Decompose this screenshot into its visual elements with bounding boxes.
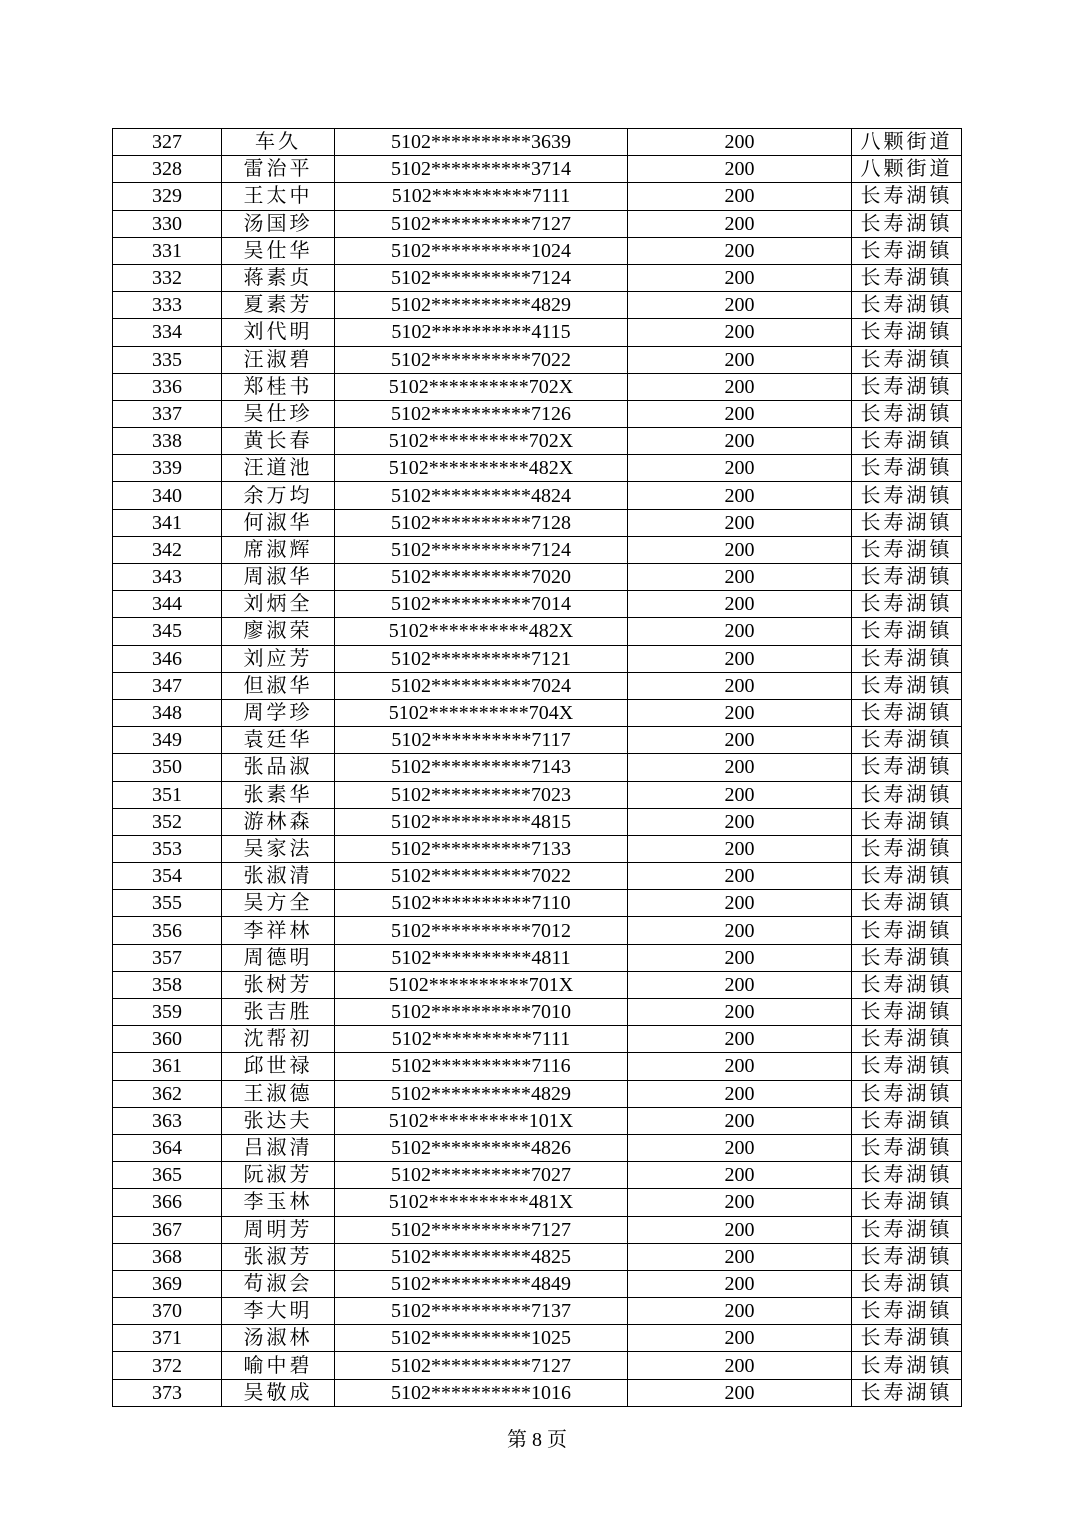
row-index-cell: 332: [113, 264, 222, 291]
row-index-cell: 366: [113, 1189, 222, 1216]
name-cell: 车久: [222, 129, 335, 156]
row-index-cell: 340: [113, 482, 222, 509]
area-cell: 长寿湖镇: [852, 455, 962, 482]
amount-cell: 200: [628, 890, 852, 917]
id-number-cell: 5102**********7111: [335, 183, 628, 210]
row-index-cell: 333: [113, 292, 222, 319]
row-index-cell: 362: [113, 1080, 222, 1107]
id-number-cell: 5102**********1016: [335, 1379, 628, 1406]
amount-cell: 200: [628, 319, 852, 346]
row-index-cell: 370: [113, 1298, 222, 1325]
id-number-cell: 5102**********7022: [335, 346, 628, 373]
id-number-cell: 5102**********7116: [335, 1053, 628, 1080]
name-cell: 刘应芳: [222, 645, 335, 672]
id-number-cell: 5102**********7124: [335, 264, 628, 291]
table-row: [113, 645, 962, 672]
table-row: [113, 210, 962, 237]
name-cell: 刘炳全: [222, 591, 335, 618]
name-cell: 汪道池: [222, 455, 335, 482]
area-cell: 长寿湖镇: [852, 1270, 962, 1297]
amount-cell: 200: [628, 808, 852, 835]
name-cell: 余万均: [222, 482, 335, 509]
amount-cell: 200: [628, 917, 852, 944]
row-index-cell: 369: [113, 1270, 222, 1297]
name-cell: 王淑德: [222, 1080, 335, 1107]
area-cell: 长寿湖镇: [852, 1026, 962, 1053]
amount-cell: 200: [628, 863, 852, 890]
amount-cell: 200: [628, 1216, 852, 1243]
table-row: [113, 808, 962, 835]
table-row: [113, 1216, 962, 1243]
table-row: [113, 1053, 962, 1080]
id-number-cell: 5102**********7010: [335, 999, 628, 1026]
amount-cell: 200: [628, 264, 852, 291]
table-row: [113, 237, 962, 264]
amount-cell: 200: [628, 781, 852, 808]
id-number-cell: 5102**********3714: [335, 156, 628, 183]
table-row: [113, 699, 962, 726]
table-row: [113, 1352, 962, 1379]
area-cell: 长寿湖镇: [852, 1107, 962, 1134]
area-cell: 长寿湖镇: [852, 210, 962, 237]
table-row: [113, 482, 962, 509]
table-row: [113, 536, 962, 563]
id-number-cell: 5102**********7133: [335, 835, 628, 862]
table-row: [113, 863, 962, 890]
area-cell: 长寿湖镇: [852, 1216, 962, 1243]
id-number-cell: 5102**********7127: [335, 1216, 628, 1243]
id-number-cell: 5102**********7143: [335, 754, 628, 781]
amount-cell: 200: [628, 591, 852, 618]
row-index-cell: 328: [113, 156, 222, 183]
amount-cell: 200: [628, 292, 852, 319]
area-cell: 长寿湖镇: [852, 1352, 962, 1379]
id-number-cell: 5102**********1025: [335, 1325, 628, 1352]
amount-cell: 200: [628, 346, 852, 373]
amount-cell: 200: [628, 373, 852, 400]
id-number-cell: 5102**********1024: [335, 237, 628, 264]
amount-cell: 200: [628, 183, 852, 210]
area-cell: 长寿湖镇: [852, 292, 962, 319]
area-cell: 长寿湖镇: [852, 999, 962, 1026]
area-cell: 长寿湖镇: [852, 482, 962, 509]
table-row: [113, 1080, 962, 1107]
table-row: [113, 400, 962, 427]
id-number-cell: 5102**********4811: [335, 944, 628, 971]
name-cell: 廖淑荣: [222, 618, 335, 645]
row-index-cell: 361: [113, 1053, 222, 1080]
amount-cell: 200: [628, 1352, 852, 1379]
amount-cell: 200: [628, 944, 852, 971]
amount-cell: 200: [628, 509, 852, 536]
row-index-cell: 339: [113, 455, 222, 482]
id-number-cell: 5102**********7127: [335, 1352, 628, 1379]
row-index-cell: 355: [113, 890, 222, 917]
table-row: [113, 917, 962, 944]
area-cell: 长寿湖镇: [852, 672, 962, 699]
area-cell: 长寿湖镇: [852, 536, 962, 563]
table-row: [113, 1325, 962, 1352]
name-cell: 雷治平: [222, 156, 335, 183]
data-table: [112, 128, 962, 1407]
amount-cell: 200: [628, 1134, 852, 1161]
row-index-cell: 344: [113, 591, 222, 618]
id-number-cell: 5102**********101X: [335, 1107, 628, 1134]
name-cell: 吴方全: [222, 890, 335, 917]
table-row: [113, 455, 962, 482]
area-cell: 长寿湖镇: [852, 1379, 962, 1406]
row-index-cell: 365: [113, 1162, 222, 1189]
table-row: [113, 999, 962, 1026]
row-index-cell: 342: [113, 536, 222, 563]
row-index-cell: 352: [113, 808, 222, 835]
amount-cell: 200: [628, 999, 852, 1026]
row-index-cell: 350: [113, 754, 222, 781]
area-cell: 长寿湖镇: [852, 1134, 962, 1161]
amount-cell: 200: [628, 1298, 852, 1325]
name-cell: 阮淑芳: [222, 1162, 335, 1189]
table-row: [113, 183, 962, 210]
area-cell: 长寿湖镇: [852, 346, 962, 373]
name-cell: 张吉胜: [222, 999, 335, 1026]
name-cell: 席淑辉: [222, 536, 335, 563]
table-row: [113, 129, 962, 156]
area-cell: 长寿湖镇: [852, 618, 962, 645]
amount-cell: 200: [628, 699, 852, 726]
area-cell: 长寿湖镇: [852, 183, 962, 210]
table-row: [113, 754, 962, 781]
area-cell: 长寿湖镇: [852, 645, 962, 672]
table-row: [113, 672, 962, 699]
table-row: [113, 509, 962, 536]
amount-cell: 200: [628, 237, 852, 264]
name-cell: 张树芳: [222, 971, 335, 998]
amount-cell: 200: [628, 129, 852, 156]
name-cell: 蒋素贞: [222, 264, 335, 291]
id-number-cell: 5102**********702X: [335, 428, 628, 455]
row-index-cell: 368: [113, 1243, 222, 1270]
area-cell: 长寿湖镇: [852, 863, 962, 890]
id-number-cell: 5102**********7127: [335, 210, 628, 237]
table-row: [113, 1298, 962, 1325]
amount-cell: 200: [628, 400, 852, 427]
area-cell: 长寿湖镇: [852, 1080, 962, 1107]
id-number-cell: 5102**********482X: [335, 618, 628, 645]
table-row: [113, 781, 962, 808]
amount-cell: 200: [628, 210, 852, 237]
area-cell: 长寿湖镇: [852, 1243, 962, 1270]
row-index-cell: 363: [113, 1107, 222, 1134]
name-cell: 张淑清: [222, 863, 335, 890]
id-number-cell: 5102**********7117: [335, 727, 628, 754]
row-index-cell: 330: [113, 210, 222, 237]
amount-cell: 200: [628, 564, 852, 591]
table-row: [113, 1134, 962, 1161]
id-number-cell: 5102**********704X: [335, 699, 628, 726]
name-cell: 汤淑林: [222, 1325, 335, 1352]
row-index-cell: 364: [113, 1134, 222, 1161]
table-row: [113, 971, 962, 998]
area-cell: 长寿湖镇: [852, 699, 962, 726]
area-cell: 长寿湖镇: [852, 808, 962, 835]
name-cell: 袁廷华: [222, 727, 335, 754]
id-number-cell: 5102**********4849: [335, 1270, 628, 1297]
name-cell: 游林森: [222, 808, 335, 835]
table-row: [113, 292, 962, 319]
row-index-cell: 345: [113, 618, 222, 645]
name-cell: 周明芳: [222, 1216, 335, 1243]
table-row: [113, 428, 962, 455]
amount-cell: 200: [628, 645, 852, 672]
id-number-cell: 5102**********481X: [335, 1189, 628, 1216]
id-number-cell: 5102**********4829: [335, 1080, 628, 1107]
name-cell: 周学珍: [222, 699, 335, 726]
area-cell: 长寿湖镇: [852, 264, 962, 291]
page-number: 第 8 页: [507, 1429, 567, 1451]
area-cell: 长寿湖镇: [852, 971, 962, 998]
table-row: [113, 890, 962, 917]
id-number-cell: 5102**********7020: [335, 564, 628, 591]
area-cell: 长寿湖镇: [852, 1325, 962, 1352]
name-cell: 张淑芳: [222, 1243, 335, 1270]
table-row: [113, 618, 962, 645]
name-cell: 沈帮初: [222, 1026, 335, 1053]
table-row: [113, 591, 962, 618]
row-index-cell: 331: [113, 237, 222, 264]
table-row: [113, 1162, 962, 1189]
table-row: [113, 1189, 962, 1216]
amount-cell: 200: [628, 618, 852, 645]
amount-cell: 200: [628, 536, 852, 563]
id-number-cell: 5102**********482X: [335, 455, 628, 482]
row-index-cell: 349: [113, 727, 222, 754]
name-cell: 但淑华: [222, 672, 335, 699]
name-cell: 李大明: [222, 1298, 335, 1325]
id-number-cell: 5102**********701X: [335, 971, 628, 998]
area-cell: 长寿湖镇: [852, 319, 962, 346]
name-cell: 苟淑会: [222, 1270, 335, 1297]
row-index-cell: 358: [113, 971, 222, 998]
table-row: [113, 373, 962, 400]
id-number-cell: 5102**********7024: [335, 672, 628, 699]
area-cell: 长寿湖镇: [852, 237, 962, 264]
amount-cell: 200: [628, 1080, 852, 1107]
row-index-cell: 373: [113, 1379, 222, 1406]
row-index-cell: 359: [113, 999, 222, 1026]
area-cell: 长寿湖镇: [852, 1162, 962, 1189]
row-index-cell: 354: [113, 863, 222, 890]
area-cell: 长寿湖镇: [852, 835, 962, 862]
amount-cell: 200: [628, 455, 852, 482]
row-index-cell: 329: [113, 183, 222, 210]
amount-cell: 200: [628, 482, 852, 509]
area-cell: 长寿湖镇: [852, 400, 962, 427]
amount-cell: 200: [628, 1270, 852, 1297]
name-cell: 郑桂书: [222, 373, 335, 400]
row-index-cell: 371: [113, 1325, 222, 1352]
table-row: [113, 1107, 962, 1134]
amount-cell: 200: [628, 835, 852, 862]
name-cell: 夏素芳: [222, 292, 335, 319]
name-cell: 李祥林: [222, 917, 335, 944]
amount-cell: 200: [628, 156, 852, 183]
amount-cell: 200: [628, 1107, 852, 1134]
table-row: [113, 944, 962, 971]
id-number-cell: 5102**********7023: [335, 781, 628, 808]
row-index-cell: 343: [113, 564, 222, 591]
area-cell: 长寿湖镇: [852, 754, 962, 781]
row-index-cell: 351: [113, 781, 222, 808]
area-cell: 长寿湖镇: [852, 890, 962, 917]
name-cell: 何淑华: [222, 509, 335, 536]
amount-cell: 200: [628, 1243, 852, 1270]
name-cell: 吴仕珍: [222, 400, 335, 427]
name-cell: 刘代明: [222, 319, 335, 346]
id-number-cell: 5102**********7014: [335, 591, 628, 618]
area-cell: 长寿湖镇: [852, 591, 962, 618]
table-row: [113, 1379, 962, 1406]
name-cell: 张素华: [222, 781, 335, 808]
name-cell: 吕淑清: [222, 1134, 335, 1161]
area-cell: 八颗街道: [852, 129, 962, 156]
amount-cell: 200: [628, 1189, 852, 1216]
row-index-cell: 335: [113, 346, 222, 373]
row-index-cell: 346: [113, 645, 222, 672]
name-cell: 吴敬成: [222, 1379, 335, 1406]
amount-cell: 200: [628, 754, 852, 781]
area-cell: 八颗街道: [852, 156, 962, 183]
id-number-cell: 5102**********7124: [335, 536, 628, 563]
row-index-cell: 360: [113, 1026, 222, 1053]
amount-cell: 200: [628, 1379, 852, 1406]
id-number-cell: 5102**********7027: [335, 1162, 628, 1189]
name-cell: 吴家法: [222, 835, 335, 862]
id-number-cell: 5102**********4826: [335, 1134, 628, 1161]
name-cell: 邱世禄: [222, 1053, 335, 1080]
id-number-cell: 5102**********7121: [335, 645, 628, 672]
row-index-cell: 336: [113, 373, 222, 400]
id-number-cell: 5102**********4824: [335, 482, 628, 509]
id-number-cell: 5102**********4815: [335, 808, 628, 835]
id-number-cell: 5102**********7022: [335, 863, 628, 890]
id-number-cell: 5102**********7137: [335, 1298, 628, 1325]
name-cell: 张达夫: [222, 1107, 335, 1134]
amount-cell: 200: [628, 428, 852, 455]
name-cell: 汪淑碧: [222, 346, 335, 373]
area-cell: 长寿湖镇: [852, 564, 962, 591]
table-row: [113, 835, 962, 862]
area-cell: 长寿湖镇: [852, 509, 962, 536]
table-row: [113, 346, 962, 373]
id-number-cell: 5102**********4829: [335, 292, 628, 319]
row-index-cell: 341: [113, 509, 222, 536]
name-cell: 汤国珍: [222, 210, 335, 237]
table-body: [113, 129, 962, 1407]
id-number-cell: 5102**********7126: [335, 400, 628, 427]
id-number-cell: 5102**********3639: [335, 129, 628, 156]
row-index-cell: 357: [113, 944, 222, 971]
area-cell: 长寿湖镇: [852, 944, 962, 971]
row-index-cell: 367: [113, 1216, 222, 1243]
area-cell: 长寿湖镇: [852, 1298, 962, 1325]
amount-cell: 200: [628, 1325, 852, 1352]
name-cell: 吴仕华: [222, 237, 335, 264]
area-cell: 长寿湖镇: [852, 727, 962, 754]
id-number-cell: 5102**********7111: [335, 1026, 628, 1053]
area-cell: 长寿湖镇: [852, 1189, 962, 1216]
row-index-cell: 337: [113, 400, 222, 427]
table-row: [113, 319, 962, 346]
table-row: [113, 264, 962, 291]
table-row: [113, 156, 962, 183]
table-row: [113, 1026, 962, 1053]
amount-cell: 200: [628, 971, 852, 998]
table-row: [113, 1243, 962, 1270]
name-cell: 周淑华: [222, 564, 335, 591]
amount-cell: 200: [628, 672, 852, 699]
row-index-cell: 356: [113, 917, 222, 944]
row-index-cell: 338: [113, 428, 222, 455]
amount-cell: 200: [628, 1053, 852, 1080]
table-row: [113, 564, 962, 591]
id-number-cell: 5102**********7110: [335, 890, 628, 917]
name-cell: 李玉林: [222, 1189, 335, 1216]
amount-cell: 200: [628, 1026, 852, 1053]
name-cell: 周德明: [222, 944, 335, 971]
name-cell: 黄长春: [222, 428, 335, 455]
area-cell: 长寿湖镇: [852, 917, 962, 944]
id-number-cell: 5102**********702X: [335, 373, 628, 400]
area-cell: 长寿湖镇: [852, 428, 962, 455]
id-number-cell: 5102**********4115: [335, 319, 628, 346]
area-cell: 长寿湖镇: [852, 1053, 962, 1080]
row-index-cell: 353: [113, 835, 222, 862]
table-row: [113, 727, 962, 754]
amount-cell: 200: [628, 1162, 852, 1189]
area-cell: 长寿湖镇: [852, 373, 962, 400]
name-cell: 张品淑: [222, 754, 335, 781]
id-number-cell: 5102**********7012: [335, 917, 628, 944]
row-index-cell: 348: [113, 699, 222, 726]
name-cell: 王太中: [222, 183, 335, 210]
id-number-cell: 5102**********4825: [335, 1243, 628, 1270]
id-number-cell: 5102**********7128: [335, 509, 628, 536]
row-index-cell: 372: [113, 1352, 222, 1379]
name-cell: 喻中碧: [222, 1352, 335, 1379]
row-index-cell: 327: [113, 129, 222, 156]
area-cell: 长寿湖镇: [852, 781, 962, 808]
row-index-cell: 347: [113, 672, 222, 699]
row-index-cell: 334: [113, 319, 222, 346]
amount-cell: 200: [628, 727, 852, 754]
table-row: [113, 1270, 962, 1297]
